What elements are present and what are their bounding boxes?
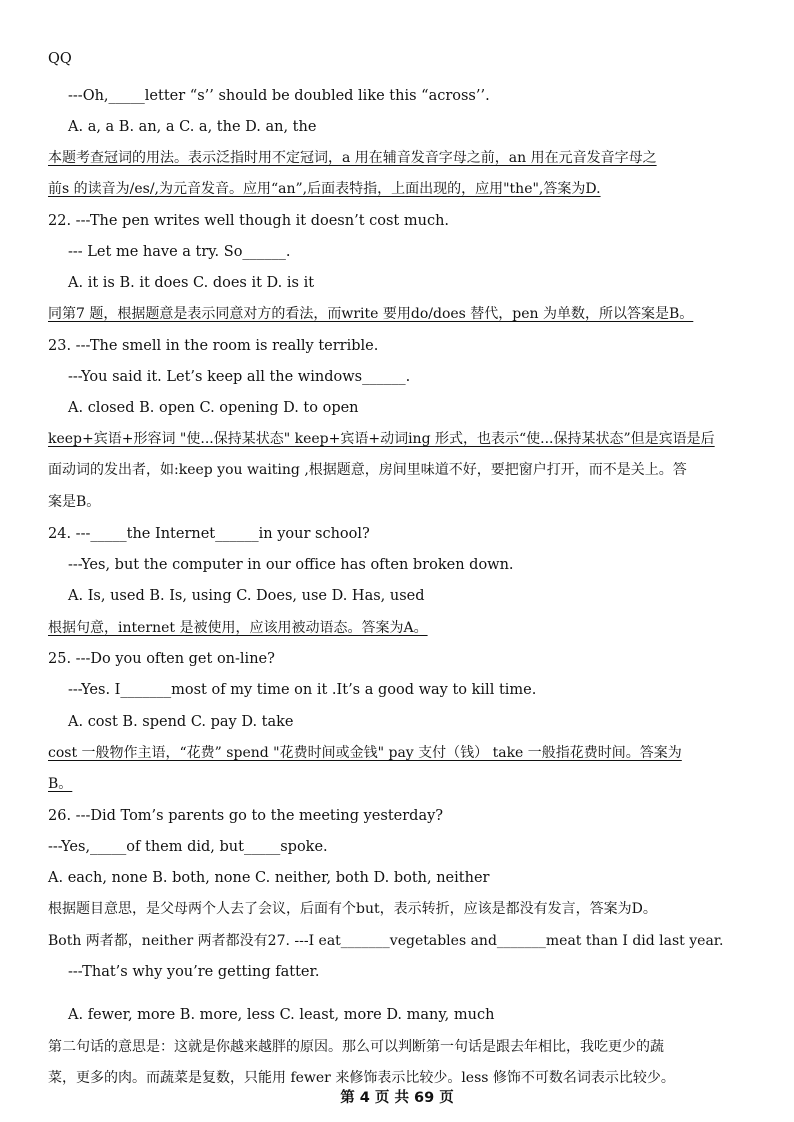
options-line: A. it is B. it does C. does it D. is it (68, 275, 315, 291)
explanation-line: 菜，更多的肉。而蔬菜是复数，只能用 fewer 来修饰表示比较少。less 修饰不可数名词表示比较少。 (48, 1070, 675, 1086)
question-line: 23. ---The smell in the room is really terrible. (48, 338, 379, 354)
question-line: ---Oh,_____letter “s’’ should be doubled like this “across’’. (68, 88, 490, 104)
options-line: A. Is, used B. Is, using C. Does, use D. Has, used (68, 588, 425, 604)
options-line: A. fewer, more B. more, less C. least, more D. many, much (68, 1007, 495, 1023)
question-line: ---That’s why you’re getting fatter. (68, 964, 320, 980)
explanation-line: 前s 的读音为/es/,为元音发音。应用“an”,后面表特指，上面出现的，应用"the",答案为D. (48, 181, 601, 197)
question-line: 25. ---Do you often get on-line? (48, 651, 275, 667)
explanation-line: cost 一般物作主语，“花费” spend "花费时间或金钱" pay 支付（钱） take 一般指花费时间。答案为 (48, 745, 682, 761)
explanation-line: 根据句意，internet 是被使用，应该用被动语态。答案为A。 (48, 620, 428, 636)
explanation-line: 同第7 题，根据题意是表示同意对方的看法，而write 要用do/does 替代，pen 为单数，所以答案是B。 (48, 306, 694, 322)
question-line: 26. ---Did Tom’s parents go to the meeting yesterday? (48, 808, 444, 824)
explanation-line: 面动词的发出者，如:keep you waiting ,根据题意，房间里味道不好，要把窗户打开，而不是关上。答 (48, 462, 687, 478)
question-line: 24. ---_____the Internet______in your school? (48, 526, 370, 542)
question-line: ---Yes,_____of them did, but_____spoke. (48, 839, 328, 855)
question-line: ---You said it. Let’s keep all the windows______. (68, 369, 411, 385)
options-line: A. a, a B. an, a C. a, the D. an, the (68, 119, 317, 135)
explanation-line: 根据题目意思，是父母两个人去了会议，后面有个but，表示转折，应该是都没有发言，答案为D。 (48, 901, 657, 917)
explanation-line: 案是B。 (48, 494, 101, 510)
explanation-line: keep+宾语+形容词 "使...保持某状态" keep+宾语+动词ing 形式，也表示“使...保持某状态”但是宾语是后 (48, 431, 715, 447)
explanation-line: 第二句话的意思是：这就是你越来越胖的原因。那么可以判断第一句话是跟去年相比，我吃更少的蔬 (48, 1039, 664, 1055)
question-line: --- Let me have a try. So______. (68, 244, 291, 260)
text-line: QQ (48, 51, 72, 67)
question-line: 22. ---The pen writes well though it doesn’t cost much. (48, 213, 450, 229)
page-footer: 第 4 页 共 69 页 (340, 1090, 454, 1106)
question-line: ---Yes, but the computer in our office has often broken down. (68, 557, 514, 573)
options-line: A. cost B. spend C. pay D. take (68, 714, 294, 730)
explanation-line: B。 (48, 776, 73, 792)
question-line: ---Yes. I_______most of my time on it .It’s a good way to kill time. (68, 682, 537, 698)
options-line: A. each, none B. both, none C. neither, both D. both, neither (48, 870, 490, 886)
explanation-line: Both 两者都，neither 两者都没有27. ---I eat_______vegetables and_______meat than I did last year. (48, 933, 724, 949)
options-line: A. closed B. open C. opening D. to open (68, 400, 359, 416)
explanation-line: 本题考查冠词的用法。表示泛指时用不定冠词，a 用在辅音发音字母之前，an 用在元音发音字母之 (48, 150, 657, 166)
